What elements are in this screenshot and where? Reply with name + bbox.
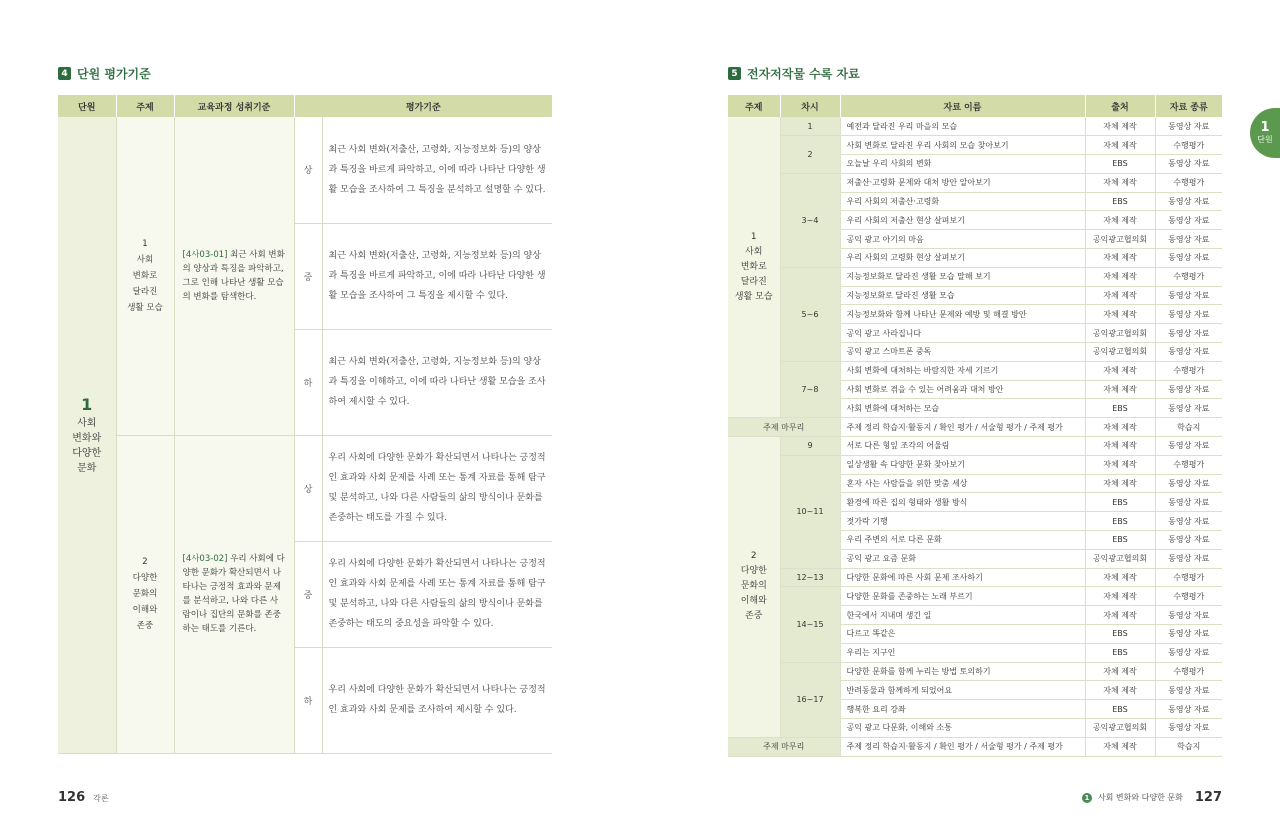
unit-name-line: 변화와 [72,432,102,444]
resource-type: 동영상 자료 [1155,474,1222,493]
unit-cell [58,117,116,753]
resource-name[interactable]: 저출산·고령화 문제와 대처 방안 알아보기 [840,173,1085,192]
criteria-level: 상 [294,117,322,223]
topic-title-line: 2 [142,557,148,567]
header-session: 차시 [780,95,840,117]
section-title-text: 전자저작물 수록 자료 [747,67,860,81]
table-row [728,361,1222,380]
resource-name[interactable]: 혼자 사는 사람들을 위한 맞춤 세상 [840,474,1085,493]
table-row [728,173,1222,192]
table-header-row [58,95,552,117]
resource-type: 동영상 자료 [1155,117,1222,136]
criteria-level: 중 [294,541,322,647]
resource-source: 자체 제작 [1085,681,1155,700]
topic-title-line: 문화의 [132,589,158,599]
resource-type: 동영상 자료 [1155,700,1222,719]
session-cell: 2 [780,136,840,174]
resource-source: EBS [1085,155,1155,174]
resource-type: 동영상 자료 [1155,681,1222,700]
achievement-text: 우리 사회에 다양한 문화가 확산되면서 나타나는 긍정적 효과와 문제를 분석하고, 나와 다른 사람이나 집단의 문화를 존중하는 태도를 기른다. [182,554,285,634]
resource-name[interactable]: 한국에서 지내며 생긴 일 [840,606,1085,625]
resource-type: 동영상 자료 [1155,324,1222,343]
table-row [728,267,1222,286]
criteria-row [58,117,552,223]
criteria-text: 최근 사회 변화(저출산, 고령화, 지능정보화 등)의 양상과 특징을 바르게 파악하고, 이에 따라 나타난 다양한 생활 모습을 조사하여 그 특징을 분석하고 설명할 수 있다. [322,117,552,223]
resource-name[interactable]: 지능정보화로 달라진 생활 모습 말해 보기 [840,267,1085,286]
resource-name[interactable]: 젓가락 기행 [840,512,1085,531]
side-tab-number: 1 [1260,120,1270,135]
evaluation-standards-table [58,95,552,754]
topic-title-line: 문화의 [740,581,767,592]
section-number-badge: 5 [728,67,741,80]
side-tab-label: 단원 [1257,135,1273,144]
achievement-standard-cell [174,435,294,753]
resource-source: 자체 제작 [1085,418,1155,437]
table-row [728,117,1222,136]
topic-title-line: 사회 [745,246,763,257]
resource-name[interactable]: 사회 변화에 대처하는 모습 [840,399,1085,418]
session-cell: 14~15 [780,587,840,662]
topic-title-line: 변화로 [740,261,767,272]
resource-type: 동영상 자료 [1155,305,1222,324]
criteria-row [58,435,552,541]
table-row [728,437,1222,456]
resource-type: 동영상 자료 [1155,437,1222,456]
resource-source: 자체 제작 [1085,211,1155,230]
unit-name-line: 다양한 [72,447,102,459]
session-cell: 12~13 [780,568,840,587]
session-cell: 3~4 [780,173,840,267]
topic-cell [728,437,780,738]
header-topic: 주제 [728,95,780,117]
unit-name-line: 문화 [77,462,97,474]
resource-source: 공익광고협의회 [1085,719,1155,738]
page-label: 각론 [93,794,109,803]
resource-name[interactable]: 주제 정리 학습지·활동지 / 확인 평가 / 서술형 평가 / 주제 평가 [840,418,1085,437]
resource-type: 동영상 자료 [1155,230,1222,249]
topic-wrapup-label: 주제 마무리 [728,418,840,437]
resource-name[interactable]: 사회 변화에 대처하는 바람직한 자세 기르기 [840,361,1085,380]
resource-source: EBS [1085,531,1155,550]
section-number-badge: 4 [58,67,71,80]
resource-source: 자체 제작 [1085,474,1155,493]
resource-type: 수행평가 [1155,587,1222,606]
resource-name[interactable]: 우리 사회의 저출산·고령화 [840,192,1085,211]
resource-name[interactable]: 다양한 문화를 존중하는 노래 부르기 [840,587,1085,606]
topic-cell [116,117,174,435]
resource-source: 자체 제작 [1085,587,1155,606]
session-cell: 9 [780,437,840,456]
resource-name[interactable]: 주제 정리 학습지·활동지 / 확인 평가 / 서술형 평가 / 주제 평가 [840,737,1085,756]
resource-source: 자체 제작 [1085,286,1155,305]
resource-name[interactable]: 우리 사회의 고령화 현상 살펴보기 [840,249,1085,268]
resource-type: 학습지 [1155,737,1222,756]
resource-source: 공익광고협의회 [1085,324,1155,343]
table-row [728,136,1222,155]
table-header-row [728,95,1222,117]
resource-name[interactable]: 다양한 문화에 따른 사회 문제 조사하기 [840,568,1085,587]
session-cell: 5~6 [780,267,840,361]
resource-type: 동영상 자료 [1155,249,1222,268]
section-title-evaluation [58,65,151,82]
resource-type: 동영상 자료 [1155,286,1222,305]
resource-name[interactable]: 반려동물과 함께하게 되었어요 [840,681,1085,700]
page-number: 127 [1194,790,1222,805]
session-cell: 10~11 [780,455,840,568]
achievement-text: 최근 사회 변화의 양상과 특징을 파악하고, 그로 인해 나타난 생활 모습의 변화를 탐색한다. [182,249,285,302]
resource-type: 동영상 자료 [1155,380,1222,399]
table-row [728,455,1222,474]
resource-source: 자체 제작 [1085,361,1155,380]
resource-name[interactable]: 다양한 문화를 함께 누리는 방법 토의하기 [840,662,1085,681]
session-cell: 7~8 [780,361,840,417]
topic-title-line: 생활 모습 [734,291,773,302]
resource-type: 동영상 자료 [1155,343,1222,362]
resource-source: EBS [1085,399,1155,418]
resource-name[interactable]: 사회 변화로 달라진 우리 사회의 모습 찾아보기 [840,136,1085,155]
resource-source: EBS [1085,512,1155,531]
resource-name[interactable]: 환경에 따른 집의 형태와 생활 방식 [840,493,1085,512]
resource-source: 자체 제작 [1085,737,1155,756]
topic-title-line: 다양한 [132,573,158,583]
criteria-level: 중 [294,223,322,329]
page-number: 126 [58,790,86,805]
resource-name[interactable]: 공익 광고 스마트폰 중독 [840,343,1085,362]
resource-type: 동영상 자료 [1155,549,1222,568]
resource-type: 수행평가 [1155,568,1222,587]
resource-name[interactable]: 다르고 똑같은 [840,625,1085,644]
resource-type: 수행평가 [1155,173,1222,192]
topic-wrapup-label: 주제 마무리 [728,737,840,756]
resource-source: EBS [1085,643,1155,662]
resource-name[interactable]: 공익 광고 아기의 마음 [840,230,1085,249]
resource-name[interactable]: 우리 주변의 서로 다른 문화 [840,531,1085,550]
topic-title-line: 달라진 [132,286,158,297]
resource-name[interactable]: 지능정보화와 함께 나타난 문제와 예방 및 해결 방안 [840,305,1085,324]
resource-type: 동영상 자료 [1155,512,1222,531]
table-row [728,568,1222,587]
header-achievement: 교육과정 성취기준 [174,95,294,117]
section-title-text: 단원 평가기준 [77,67,151,81]
topic-title-line: 변화로 [132,270,158,281]
topic-title-line: 2 [750,551,757,562]
resource-name[interactable]: 우리 사회의 저출산 현상 살펴보기 [840,211,1085,230]
header-resource-name: 자료 이름 [840,95,1085,117]
session-cell: 16~17 [780,662,840,737]
header-source: 출처 [1085,95,1155,117]
resource-source: 공익광고협의회 [1085,343,1155,362]
topic-title-line: 다양한 [740,566,767,577]
resource-source: 자체 제작 [1085,117,1155,136]
table-row [728,587,1222,606]
resource-name[interactable]: 공익 광고 다문화, 이해와 소통 [840,719,1085,738]
page-footer-right [1082,790,1222,805]
resource-name[interactable]: 일상생활 속 다양한 문화 찾아보기 [840,455,1085,474]
resource-type: 동영상 자료 [1155,192,1222,211]
criteria-text: 우리 사회에 다양한 문화가 확산되면서 나타나는 긍정적인 효과와 사회 문제를 사례 또는 통계 자료를 통해 탐구 및 분석하고, 나와 다른 사람들의 삶의 방식이나 문화를 존중하는 태도를 가질 수 있다. [322,435,552,541]
table-row [728,662,1222,681]
resource-name[interactable]: 서로 다른 형잎 조각의 어울림 [840,437,1085,456]
resource-type: 동영상 자료 [1155,399,1222,418]
resource-name[interactable]: 공익 광고 요즘 문화 [840,549,1085,568]
header-unit: 단원 [58,95,116,117]
resource-name[interactable]: 공익 광고 사라집니다 [840,324,1085,343]
topic-cell [728,117,780,418]
page-footer-left [58,790,109,805]
resource-type: 학습지 [1155,418,1222,437]
resource-type: 수행평가 [1155,455,1222,474]
resource-name[interactable]: 예전과 달라진 우리 마을의 모습 [840,117,1085,136]
resource-type: 동영상 자료 [1155,155,1222,174]
criteria-level: 상 [294,435,322,541]
criteria-text: 최근 사회 변화(저출산, 고령화, 지능정보화 등)의 양상과 특징을 이해하고, 이에 따라 나타난 생활 모습을 조사하여 제시할 수 있다. [322,329,552,435]
unit-number: 1 [81,394,93,414]
resource-name[interactable]: 지능정보화로 달라진 생활 모습 [840,286,1085,305]
resource-source: 자체 제작 [1085,305,1155,324]
resource-type: 수행평가 [1155,136,1222,155]
topic-cell [116,435,174,753]
session-cell: 1 [780,117,840,136]
resource-source: 자체 제작 [1085,136,1155,155]
resource-source: 자체 제작 [1085,662,1155,681]
criteria-text: 우리 사회에 다양한 문화가 확산되면서 나타나는 긍정적인 효과와 사회 문제를 조사하여 제시할 수 있다. [322,647,552,753]
table-row [728,737,1222,756]
unit-name-line: 사회 [77,417,97,429]
topic-title-line: 1 [750,231,757,242]
resource-source: 자체 제작 [1085,173,1155,192]
resource-source: EBS [1085,700,1155,719]
chapter-badge-icon: 1 [1082,793,1092,803]
resource-type: 동영상 자료 [1155,625,1222,644]
resource-name[interactable]: 우리는 지구인 [840,643,1085,662]
resource-source: EBS [1085,493,1155,512]
achievement-code: [4사03-01] [182,249,228,260]
resource-type: 수행평가 [1155,267,1222,286]
header-criteria: 평가기준 [294,95,552,117]
criteria-level: 하 [294,647,322,753]
resource-source: EBS [1085,192,1155,211]
achievement-standard-cell [174,117,294,435]
resource-source: 자체 제작 [1085,380,1155,399]
topic-title-line: 달라진 [740,276,767,287]
resource-name[interactable]: 사회 변화로 겪을 수 있는 어려움과 대처 방안 [840,380,1085,399]
section-title-resources [728,65,860,82]
resource-type: 동영상 자료 [1155,531,1222,550]
resource-source: 자체 제작 [1085,249,1155,268]
resource-type: 동영상 자료 [1155,493,1222,512]
unit-side-tab[interactable] [1250,108,1280,158]
topic-title-line: 사회 [136,254,154,265]
resource-type: 동영상 자료 [1155,719,1222,738]
topic-title-line: 존중 [745,611,763,622]
topic-title-line: 1 [142,238,148,249]
digital-resources-table [728,95,1222,757]
topic-title-line: 생활 모습 [127,302,163,313]
resource-type: 수행평가 [1155,662,1222,681]
topic-title-line: 이해와 [740,596,767,607]
topic-title-line: 존중 [136,621,154,631]
resource-source: 공익광고협의회 [1085,549,1155,568]
resource-type: 동영상 자료 [1155,211,1222,230]
achievement-code: [4사03-02] [182,554,228,564]
chapter-title: 사회 변화와 다양한 문화 [1097,793,1183,802]
criteria-level: 하 [294,329,322,435]
resource-type: 동영상 자료 [1155,643,1222,662]
resource-source: 자체 제작 [1085,437,1155,456]
resource-source: 공익광고협의회 [1085,230,1155,249]
resource-source: 자체 제작 [1085,606,1155,625]
resource-source: 자체 제작 [1085,455,1155,474]
resource-name[interactable]: 오늘날 우리 사회의 변화 [840,155,1085,174]
header-type: 자료 종류 [1155,95,1222,117]
resource-name[interactable]: 행복한 요리 강좌 [840,700,1085,719]
topic-title-line: 이해와 [132,605,158,615]
criteria-text: 최근 사회 변화(저출산, 고령화, 지능정보화 등)의 양상과 특징을 바르게 파악하고, 이에 따라 나타난 다양한 생활 모습을 조사하여 그 특징을 제시할 수 있다. [322,223,552,329]
table-row [728,418,1222,437]
resource-source: EBS [1085,625,1155,644]
resource-source: 자체 제작 [1085,568,1155,587]
header-topic: 주제 [116,95,174,117]
criteria-text: 우리 사회에 다양한 문화가 확산되면서 나타나는 긍정적인 효과와 사회 문제를 사례 또는 통계 자료를 통해 탐구 및 분석하고, 나와 다른 사람들의 삶의 방식이나 문화를 존중하는 태도의 중요성을 파악할 수 있다. [322,541,552,647]
resource-type: 동영상 자료 [1155,606,1222,625]
resource-type: 수행평가 [1155,361,1222,380]
resource-source: 자체 제작 [1085,267,1155,286]
